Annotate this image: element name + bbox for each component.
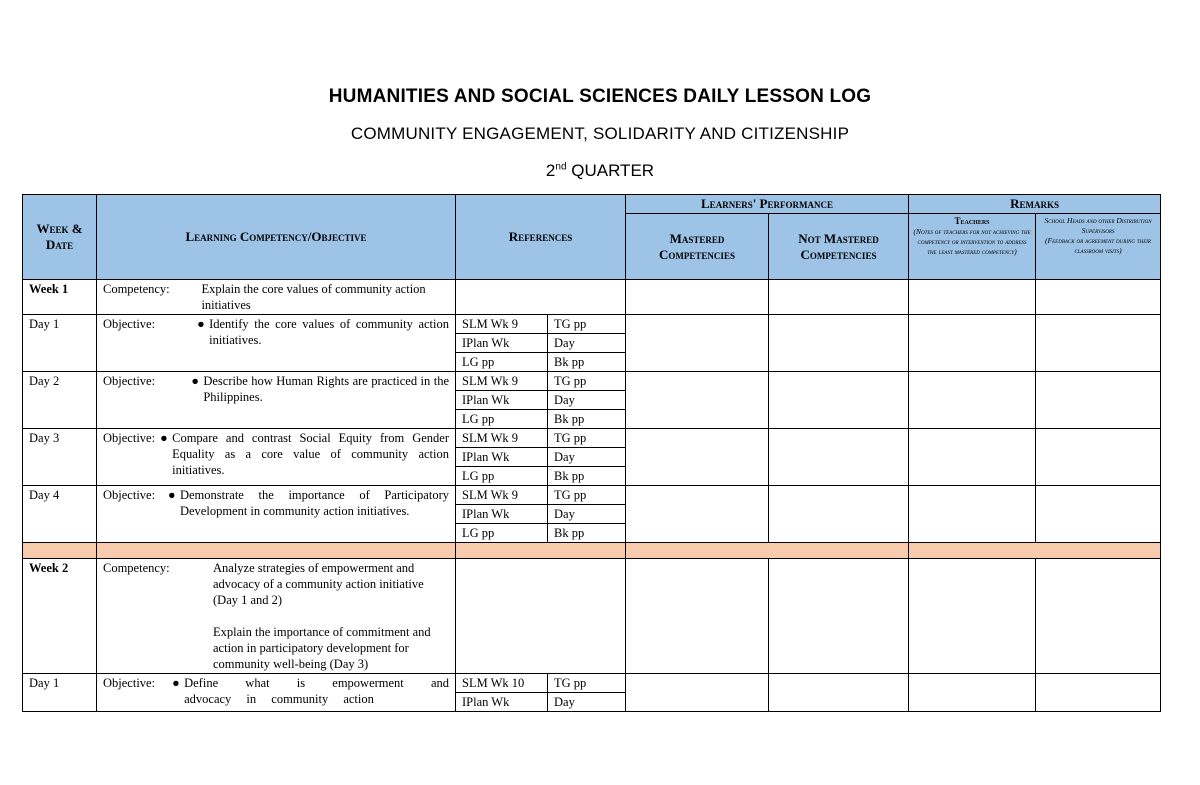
header-references: References <box>456 195 626 280</box>
week-separator <box>23 543 1161 559</box>
week1-day4-objective: Objective: ● Demonstrate the importance of Participatory Development in community action initiatives. <box>97 486 456 543</box>
week2-label: Week 2 <box>23 559 97 674</box>
ref-cell: TG pp <box>548 372 626 391</box>
ref-cell: IPlan Wk <box>456 334 548 353</box>
header-school-heads: School Heads and other Distribution Supervisors (Feedback or agreement during their classroom visits) <box>1036 214 1161 280</box>
ref-cell: TG pp <box>548 674 626 693</box>
week2-competency: Competency: Analyze strategies of empowerment and advocacy of a community action initiative (Day 1 and 2) Explain the importance of commitment and action in participatory development for community well-being (Day 3) <box>97 559 456 674</box>
ref-cell: LG pp <box>456 467 548 486</box>
lesson-log-table <box>22 194 1161 712</box>
page-subtitle: COMMUNITY ENGAGEMENT, SOLIDARITY AND CITIZENSHIP <box>350 124 850 143</box>
week1-competency: Competency: Explain the core values of community action initiatives <box>97 280 456 315</box>
ref-cell: Bk pp <box>548 410 626 429</box>
week1-day2-label: Day 2 <box>23 372 97 429</box>
ref-cell: TG pp <box>548 315 626 334</box>
header-week-date: Week & Date <box>23 195 97 280</box>
ref-cell: SLM Wk 9 <box>456 315 548 334</box>
ref-cell: Day <box>548 505 626 524</box>
header-teachers: Teachers (Notes of teachers for not achieving the competency or intervention to address the least mastered competency) <box>909 214 1036 280</box>
ref-cell: Bk pp <box>548 524 626 543</box>
ref-cell: Bk pp <box>548 467 626 486</box>
ref-cell: TG pp <box>548 486 626 505</box>
ref-cell: IPlan Wk <box>456 693 548 712</box>
header-remarks: Remarks <box>909 195 1161 214</box>
header-competency: Learning Competency/Objective <box>97 195 456 280</box>
ref-cell: SLM Wk 9 <box>456 429 548 448</box>
quarter-heading: 2nd QUARTER <box>545 161 655 180</box>
ref-cell: Day <box>548 334 626 353</box>
week1-day3-objective: Objective: ● Compare and contrast Social Equity from Gender Equality as a core value of community action initiatives. <box>97 429 456 486</box>
header-not-mastered: Not Mastered Competencies <box>769 214 909 280</box>
week1-day4-label: Day 4 <box>23 486 97 543</box>
week1-day1-objective: Objective: ● Identify the core values of community action initiatives. <box>97 315 456 372</box>
ref-cell: TG pp <box>548 429 626 448</box>
ref-cell: LG pp <box>456 353 548 372</box>
ref-cell: IPlan Wk <box>456 391 548 410</box>
ref-cell: Day <box>548 693 626 712</box>
ref-cell: Day <box>548 448 626 467</box>
header-mastered: Mastered Competencies <box>626 214 769 280</box>
week2-day1-label: Day 1 <box>23 674 97 712</box>
ref-cell: LG pp <box>456 524 548 543</box>
week2-day1-objective: Objective: ● Define what is empowerment and advocacy in community action <box>97 674 456 712</box>
ref-cell: IPlan Wk <box>456 448 548 467</box>
header-learners-performance: Learners' Performance <box>626 195 909 214</box>
ref-cell: LG pp <box>456 410 548 429</box>
week1-day2-objective: Objective: ● Describe how Human Rights are practiced in the Philippines. <box>97 372 456 429</box>
ref-cell: Day <box>548 391 626 410</box>
week1-label: Week 1 <box>23 280 97 315</box>
page-title: HUMANITIES AND SOCIAL SCIENCES DAILY LESSON LOG <box>328 86 872 107</box>
ref-cell: SLM Wk 10 <box>456 674 548 693</box>
ref-cell: SLM Wk 9 <box>456 372 548 391</box>
ref-cell: Bk pp <box>548 353 626 372</box>
week1-day1-label: Day 1 <box>23 315 97 372</box>
week1-day3-label: Day 3 <box>23 429 97 486</box>
ref-cell: SLM Wk 9 <box>456 486 548 505</box>
ref-cell: IPlan Wk <box>456 505 548 524</box>
